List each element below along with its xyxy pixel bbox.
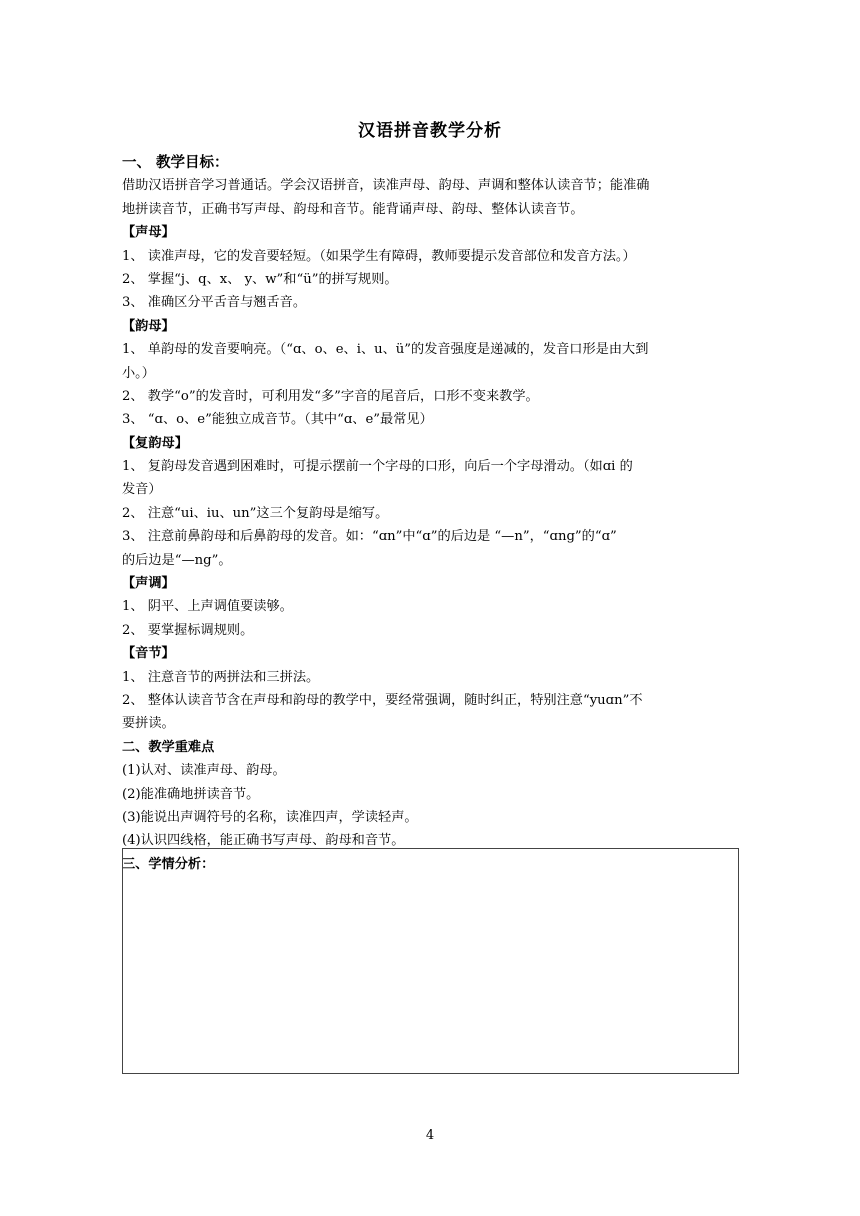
shengmu-heading: 【声母】	[122, 225, 175, 241]
yunmu-line: 小。）	[122, 365, 155, 381]
document-title: 汉语拼音教学分析	[358, 121, 502, 141]
key-point-item: (1)认对、读准声母、韵母。	[122, 763, 286, 779]
shengdiao-line: 2、 要掌握标调规则。	[122, 622, 254, 638]
shengmu-line: 2、 掌握“j、q、x、 y、w”和“ü”的拼写规则。	[122, 271, 398, 287]
document-body	[122, 151, 738, 876]
goals-intro-line: 借助汉语拼音学习普通话。学会汉语拼音，读准声母、韵母、声调和整体认读音节；能准确	[122, 178, 650, 194]
fuyunmu-line: 的后边是“—ng”。	[122, 552, 232, 568]
yinjie-line: 2、 整体认读音节含在声母和韵母的教学中，要经常强调，随时纠正，特别注意“yuɑn”不	[122, 692, 643, 708]
yunmu-line: 3、 “ɑ、o、e”能独立成音节。（其中“ɑ、e”最常见）	[122, 412, 433, 428]
fuyunmu-heading: 【复韵母】	[122, 435, 188, 451]
goals-intro-line: 地拼读音节，正确书写声母、韵母和音节。能背诵声母、韵母、整体认读音节。	[122, 201, 584, 217]
yinjie-heading: 【音节】	[122, 646, 175, 662]
shengmu-line: 3、 准确区分平舌音与翘舌音。	[122, 295, 307, 311]
shengdiao-heading: 【声调】	[122, 576, 175, 592]
shengmu-line: 1、 读准声母，它的发音要轻短。（如果学生有障碍，教师要提示发音部位和发音方法。）	[122, 248, 636, 264]
yinjie-line: 要拼读。	[122, 716, 175, 732]
fuyunmu-line: 1、 复韵母发音遇到困难时，可提示摆前一个字母的口形，向后一个字母滑动。（如ɑi 的	[122, 459, 633, 475]
yunmu-heading: 【韵母】	[122, 318, 175, 334]
analysis-heading: 三、学情分析：	[122, 856, 215, 872]
yinjie-line: 1、 注意音节的两拼法和三拼法。	[122, 669, 320, 685]
fuyunmu-line: 3、 注意前鼻韵母和后鼻韵母的发音。如：“ɑn”中“ɑ”的后边是 “—n”，“ɑng”的“ɑ”	[122, 529, 617, 545]
fuyunmu-line: 2、 注意“ui、iu、un”这三个复韵母是缩写。	[122, 505, 389, 521]
shengdiao-line: 1、 阴平、上声调值要读够。	[122, 599, 293, 615]
key-point-item: (3)能说出声调符号的名称，读准四声，学读轻声。	[122, 809, 418, 825]
yunmu-line: 2、 教学“o”的发音时，可利用发“多”字音的尾音后，口形不变来教学。	[122, 388, 539, 404]
goals-heading: 一、 教学目标：	[122, 154, 229, 171]
key-point-item: (2)能准确地拼读音节。	[122, 786, 260, 802]
yunmu-line: 1、 单韵母的发音要响亮。（“ɑ、o、e、i、u、ü”的发音强度是递减的，发音口形是由大到	[122, 342, 649, 358]
page-number: 4	[425, 1128, 435, 1143]
key-points-heading: 二、教学重难点	[122, 739, 215, 755]
fuyunmu-line: 发音）	[122, 482, 162, 498]
analysis-blank-box	[122, 848, 739, 1074]
key-point-item: (4)认识四线格，能正确书写声母、韵母和音节。	[122, 833, 405, 849]
